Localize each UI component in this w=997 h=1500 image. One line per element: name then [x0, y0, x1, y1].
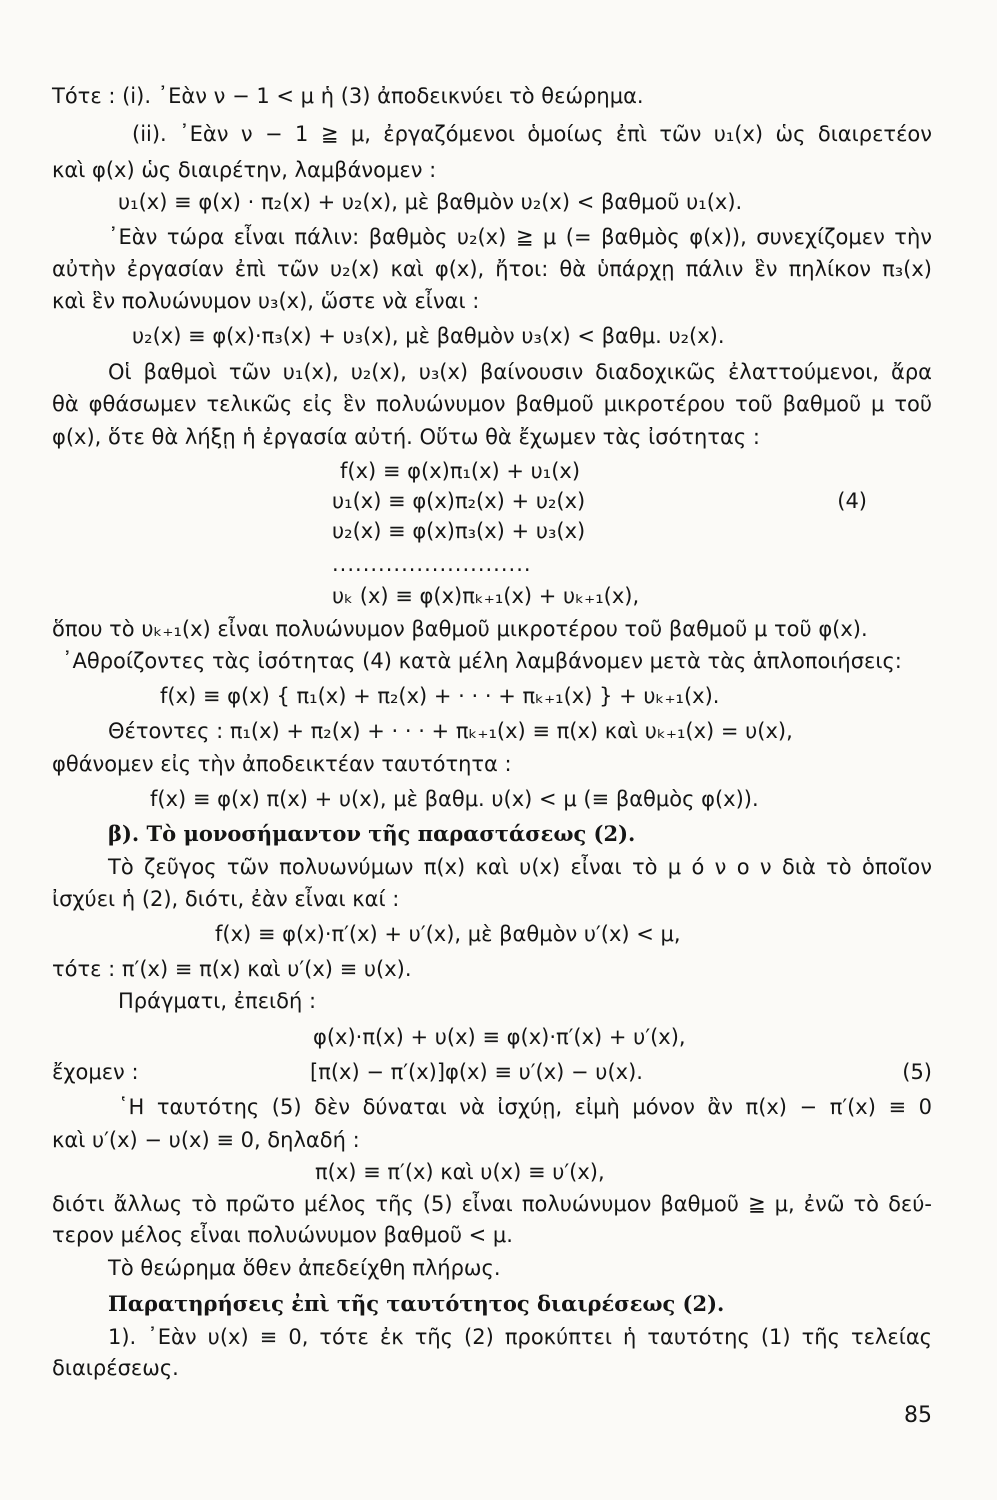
- text-line-10: θὰ φθάσωμεν τελικῶς εἰς ἓν πολυώνυμον βαθμοῦ μικροτέρου τοῦ βαθμοῦ μ τοῦ: [52, 392, 932, 416]
- equation-line: [310, 1056, 932, 1088]
- text-line-24: Τὸ ζεῦγος τῶν πολυωνύμων π(x) καὶ υ(x) εἶναι τὸ μ ό ν ο ν διὰ τὸ ὁποῖον: [108, 855, 932, 879]
- equation-line: υ₁(x) ≡ φ(x) · π₂(x) + υ₂(x), μὲ βαθμὸν υ₂(x) < βαθμοῦ υ₁(x).: [118, 190, 743, 214]
- equation-system-line: υₖ (x) ≡ φ(x)πₖ₊₁(x) + υₖ₊₁(x),: [332, 584, 640, 608]
- text-line-5: ᾿Εὰν τώρα εἶναι πάλιν: βαθμὸς υ₂(x) ≧ μ (= βαθμὸς φ(x)), συνεχίζομεν τὴν: [108, 225, 932, 249]
- page-number: 85: [904, 1403, 932, 1428]
- equation-text: υ₁(x) ≡ φ(x)π₂(x) + υ₂(x): [332, 489, 586, 513]
- text-line-27: τότε : π′(x) ≡ π(x) καὶ υ′(x) ≡ υ(x).: [52, 957, 412, 981]
- text-line-17: ὅπου τὸ υₖ₊₁(x) εἶναι πολυώνυμον βαθμοῦ μικροτέρου τοῦ βαθμοῦ μ τοῦ φ(x).: [52, 617, 868, 641]
- text-line-11: φ(x), ὅτε θὰ λήξῃ ἡ ἐργασία αὐτή. Οὕτω θὰ ἔχωμεν τὰς ἰσότητας :: [52, 425, 760, 449]
- text-line-32: ῾Η ταυτότης (5) δὲν δύναται νὰ ἰσχύῃ, εἰμὴ μόνον ἂν π(x) − π′(x) ≡ 0: [118, 1095, 932, 1119]
- text-line-18: ᾿Αθροίζοντες τὰς ἰσότητας (4) κατὰ μέλη λαμβάνομεν μετὰ τὰς ἁπλοποιήσεις:: [62, 649, 902, 673]
- section-heading: Παρατηρήσεις ἐπὶ τῆς ταυτότητος διαιρέσεως (2).: [108, 1291, 725, 1316]
- equation-system-line: υ₂(x) ≡ φ(x)π₃(x) + υ₃(x): [332, 519, 586, 543]
- text-line-25: ἰσχύει ἡ (2), διότι, ἐὰν εἶναι καί :: [52, 887, 400, 911]
- text-line-28: Πράγματι, ἐπειδή :: [118, 989, 317, 1013]
- text-line-20: Θέτοντες : π₁(x) + π₂(x) + · · · + πₖ₊₁(x) ≡ π(x) καὶ υₖ₊₁(x) = υ(x),: [108, 719, 793, 743]
- text-line-39: 1). ᾿Εὰν υ(x) ≡ 0, τότε ἐκ τῆς (2) προκύπτει ἡ ταυτότης (1) τῆς τελείας: [108, 1325, 932, 1349]
- equation-label: (4): [837, 489, 867, 513]
- text-line-33: καὶ υ′(x) − υ(x) ≡ 0, δηλαδή :: [52, 1128, 360, 1152]
- text-line-35: διότι ἄλλως τὸ πρῶτο μέλος τῆς (5) εἶναι πολυώνυμον βαθμοῦ ≧ μ, ἐνῶ τὸ δεύ-: [52, 1192, 932, 1216]
- equation-label: (5): [902, 1060, 932, 1084]
- equation-line: π(x) ≡ π′(x) καὶ υ(x) ≡ υ′(x),: [315, 1160, 605, 1184]
- section-heading: β). Τὸ μονοσήμαντον τῆς παραστάσεως (2).: [108, 821, 636, 846]
- text-line-40: διαιρέσεως.: [52, 1356, 179, 1380]
- text-line-7: καὶ ἓν πολυώνυμον υ₃(x), ὥστε νὰ εἶναι :: [52, 289, 480, 313]
- equation-system-line: [332, 485, 932, 517]
- equation-system-line: f(x) ≡ φ(x)π₁(x) + υ₁(x): [340, 459, 581, 483]
- text-line-1: Τότε : (i). ᾿Εὰν ν − 1 < μ ἡ (3) ἀποδεικνύει τὸ θεώρημα.: [52, 84, 644, 108]
- ellipsis-line: ..........................: [332, 552, 532, 576]
- equation-text: [π(x) − π′(x)]φ(x) ≡ υ′(x) − υ(x).: [310, 1060, 643, 1084]
- equation-line: φ(x)·π(x) + υ(x) ≡ φ(x)·π′(x) + υ′(x),: [313, 1025, 686, 1049]
- text-line-30: ἔχομεν :: [52, 1060, 139, 1084]
- text-line-9: Οἱ βαθμοὶ τῶν υ₁(x), υ₂(x), υ₃(x) βαίνουσιν διαδοχικῶς ἐλαττούμενοι, ἄρα: [108, 360, 932, 384]
- equation-line: υ₂(x) ≡ φ(x)·π₃(x) + υ₃(x), μὲ βαθμὸν υ₃(x) < βαθμ. υ₂(x).: [132, 324, 725, 348]
- text-line-21: φθάνομεν εἰς τὴν ἀποδεικτέαν ταυτότητα :: [52, 752, 512, 776]
- text-line-6: αὐτὴν ἐργασίαν ἐπὶ τῶν υ₂(x) καὶ φ(x), ἤτοι: θὰ ὑπάρχῃ πάλιν ἓν πηλίκον π₃(x): [52, 257, 932, 281]
- text-line-36: τερον μέλος εἶναι πολυώνυμον βαθμοῦ < μ.: [52, 1223, 513, 1247]
- text-line-3: καὶ φ(x) ὡς διαιρέτην, λαμβάνομεν :: [52, 158, 437, 182]
- equation-line: f(x) ≡ φ(x) π(x) + υ(x), μὲ βαθμ. υ(x) < μ (≡ βαθμὸς φ(x)).: [150, 787, 759, 811]
- text-line-2: (ii). ᾿Εὰν ν − 1 ≧ μ, ἐργαζόμενοι ὁμοίως ἐπὶ τῶν υ₁(x) ὡς διαιρετέον: [132, 122, 932, 146]
- equation-line: f(x) ≡ φ(x)·π′(x) + υ′(x), μὲ βαθμὸν υ′(x) < μ,: [215, 922, 681, 946]
- text-line-37: Τὸ θεώρημα ὅθεν ἀπεδείχθη πλήρως.: [108, 1256, 501, 1280]
- equation-line: f(x) ≡ φ(x) { π₁(x) + π₂(x) + · · · + πₖ₊₁(x) } + υₖ₊₁(x).: [160, 684, 720, 708]
